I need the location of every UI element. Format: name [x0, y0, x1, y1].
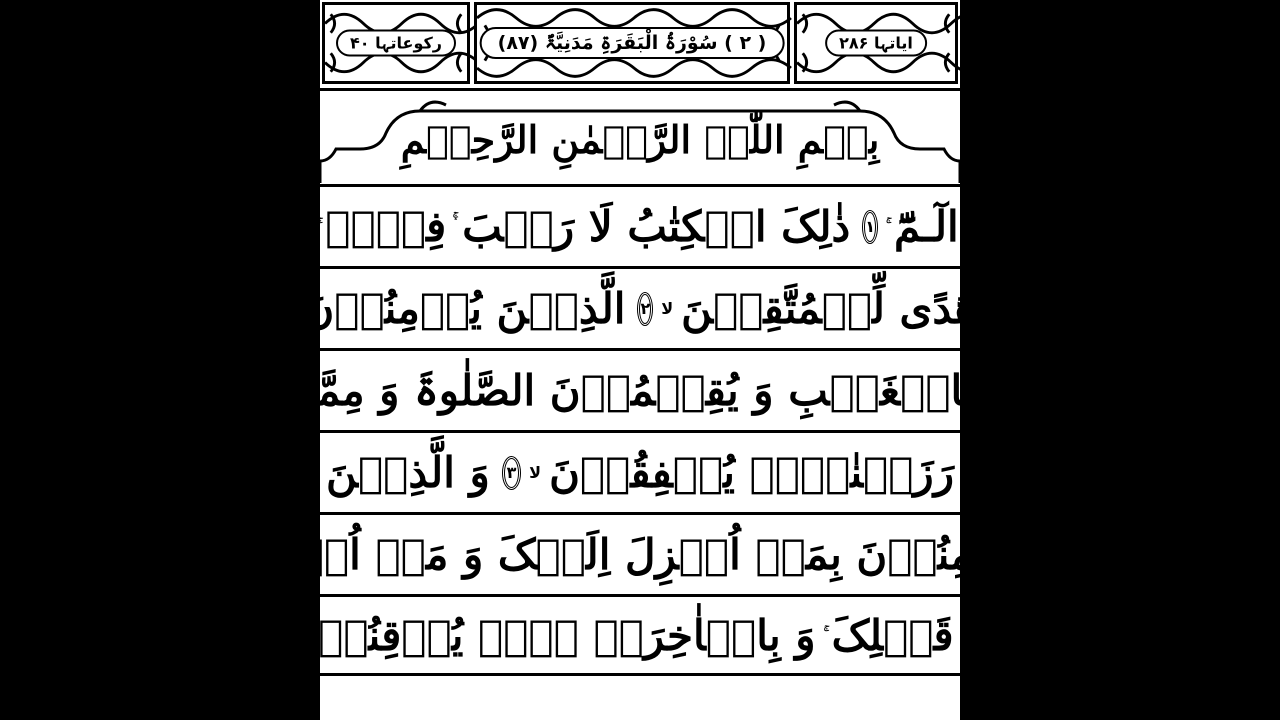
- verse-text: مِنۡ قَبۡلِکَ: [831, 610, 1042, 660]
- verse-line: [320, 184, 960, 266]
- waqf-mark: لا: [661, 299, 674, 318]
- ayah-number-marker: ۴: [239, 618, 255, 652]
- verse-text: وَ بِالۡاٰخِرَۃِ ہُمۡ یُوۡقِنُوۡنَ: [287, 610, 816, 660]
- verse-line: [245, 512, 1035, 594]
- verse-text: الٓـمّٓ: [893, 202, 959, 251]
- waqf-mark: ط: [262, 625, 280, 645]
- bismillah-text: بِسۡمِ اللّٰہِ الرَّحۡمٰنِ الرَّحِیۡمِ: [400, 117, 880, 162]
- surah-name-label: ( ۲ ) سُوْرَۃُ الْبَقَرَۃِ مَدَنِیَّۃٌ (۸۷): [480, 27, 785, 59]
- ayah-number-marker: ۳: [502, 456, 521, 490]
- verse-text: وَ الَّذِیۡنَ: [326, 448, 490, 497]
- ruku-count-box: [322, 2, 470, 84]
- verse-lines: [241, 184, 1042, 676]
- verse-text: رَزَقۡنٰہُمۡ یُنۡفِقُوۡنَ: [549, 448, 954, 497]
- verse-text: فِیۡہِ: [325, 202, 447, 251]
- verse-text: الَّذِیۡنَ یُؤۡمِنُوۡنَ: [303, 284, 626, 333]
- verse-text: ذٰلِکَ الۡکِتٰبُ لَا رَیۡبَ: [462, 202, 851, 251]
- verse-line: [304, 348, 976, 430]
- verse-line: [303, 266, 977, 348]
- ruku-count-label: رکوعاتہا ۴۰: [336, 30, 456, 57]
- waqf-mark: لا: [529, 463, 542, 482]
- ayah-count-label: ایاتہا ۲۸۶: [825, 30, 927, 57]
- surah-name-box: [474, 2, 790, 84]
- ayah-count-box: [794, 2, 958, 84]
- ayah-number-marker: ۱: [862, 210, 878, 244]
- verse-line: [241, 594, 1042, 676]
- verse-line: [320, 430, 960, 512]
- ayah-number-marker: ۲: [637, 292, 653, 326]
- surah-header: [320, 0, 960, 91]
- verse-text: ھُدًی لِّلۡمُتَّقِیۡنَ: [681, 284, 977, 333]
- verse-text: بِالۡغَیۡبِ وَ یُقِیۡمُوۡنَ الصَّلٰوۃَ وَ مِمَّا: [304, 366, 976, 415]
- verse-text: یُؤۡمِنُوۡنَ بِمَاۤ اُنۡزِلَ اِلَیۡکَ وَ مَاۤ اُنۡزِلَ: [245, 530, 1035, 579]
- mushaf-page: [241, 0, 1042, 720]
- bismillah-frame: [320, 91, 960, 183]
